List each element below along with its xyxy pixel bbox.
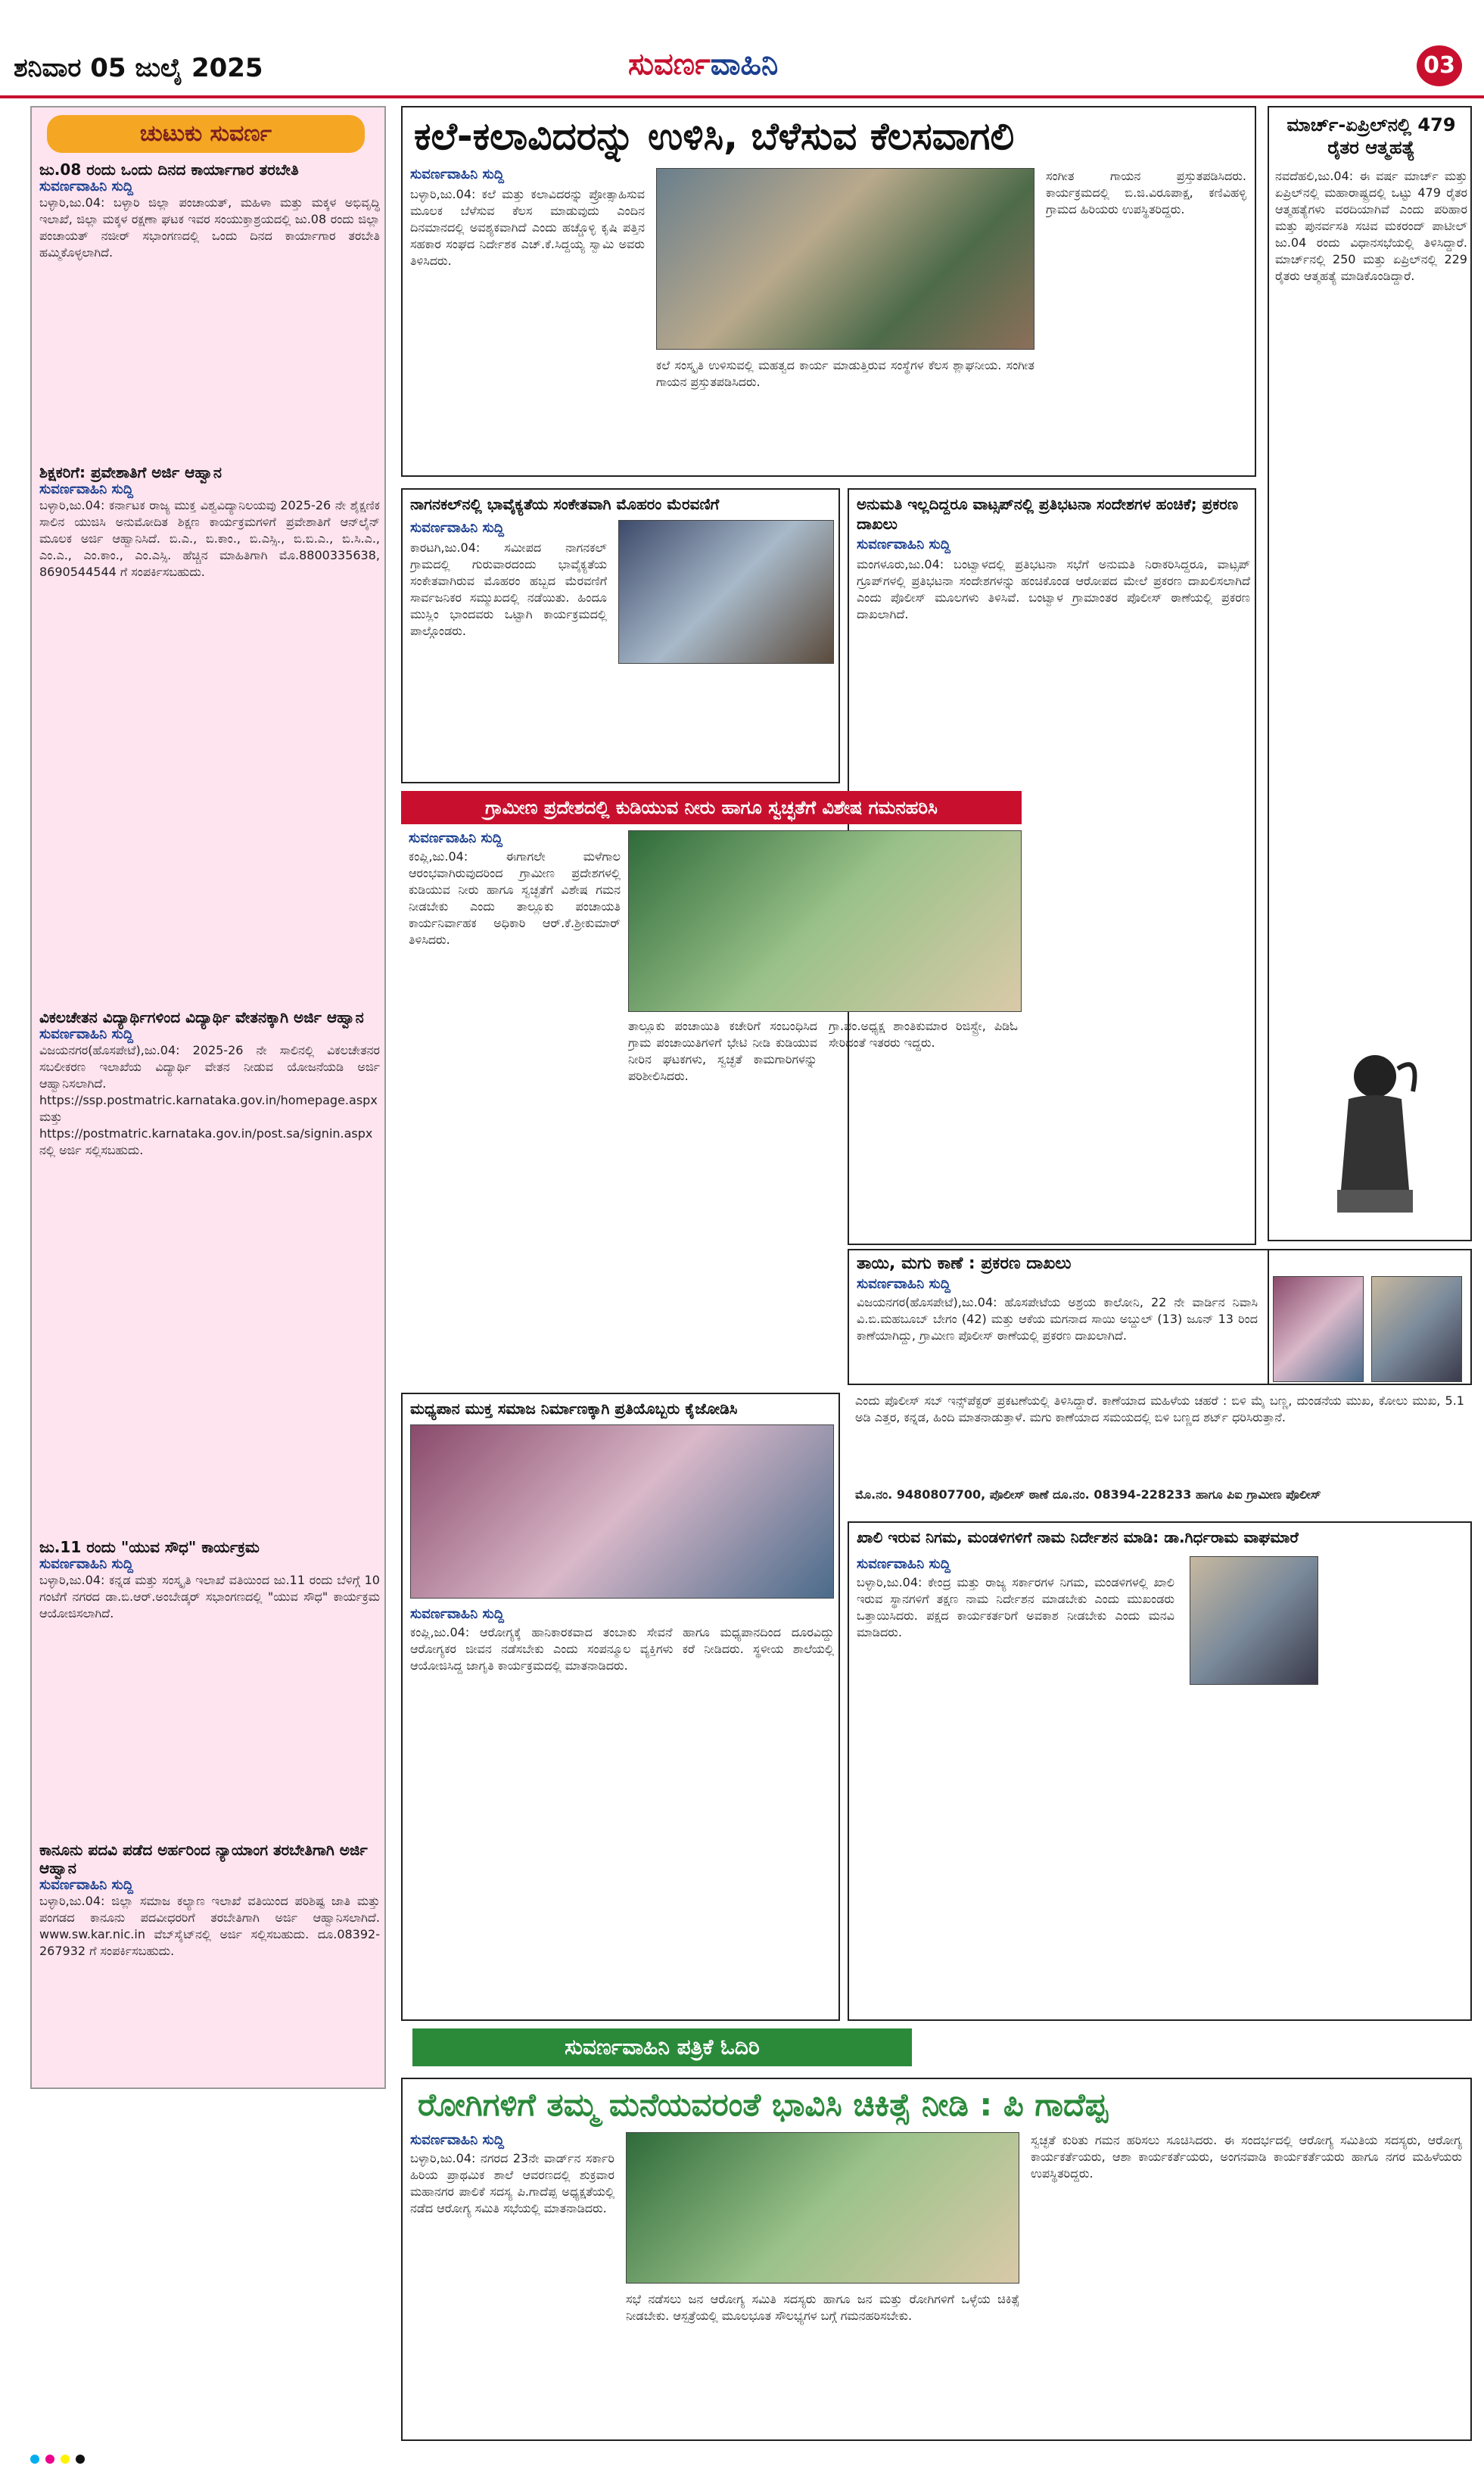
farmers-story [1268,106,1472,1241]
mother-story-main [848,1249,1472,1385]
header-rule [0,95,1484,98]
left-item-title: ವಿಕಲಚೇತನ ವಿದ್ಯಾರ್ಥಿಗಳಿಂದ ವಿದ್ಯಾರ್ಥಿ ವೇತನಕ್ಕಾಗಿ ಅರ್ಜಿ ಆಹ್ವಾನ [39,1008,364,1026]
bjp-byline: ಸುವರ್ಣವಾಹಿನಿ ಸುದ್ದಿ [857,1556,951,1572]
health-byline: ಸುವರ್ಣವಾಹಿನಿ ಸುದ್ದಿ [410,2132,505,2148]
water-body-2: ತಾಲ್ಲೂಕು ಪಂಚಾಯಿತಿ ಕಚೇರಿಗೆ ಸಂಬಂಧಿಸಿದ ಗ್ರಾಮ ಪಂಚಾಯಿತಿಗಳಿಗೆ ಭೇಟಿ ನೀಡಿ ಕುಡಿಯುವ ನೀರಿನ ಘಟಕಗಳು, ಸ್ವಚ್ಛತೆ ಕಾಮಗಾರಿಗಳನ್ನು ಪರಿಶೀಲಿಸಿದರು. [628,1019,817,1083]
mother-contact: ಮೊ.ನಂ. 9480807700, ಪೊಲೀಸ್ ಠಾಣೆ ದೂ.ನಂ. 08394-228233 ಹಾಗೂ ಪಿಐ ಗ್ರಾಮೀಣ ಪೊಲೀಸ್ [855,1487,1321,1502]
farmers-headline: ಮಾರ್ಚ್-ಏಪ್ರಿಲ್‌ನಲ್ಲಿ 479 ರೈತರ ಆತ್ಮಹತ್ಯೆ [1286,114,1456,158]
nagara-body: ಕಾರಟಗಿ,ಜು.04: ಸಮೀಪದ ನಾಗನಕಲ್ ಗ್ರಾಮದಲ್ಲಿ ಗುರುವಾರದಂದು ಭಾವೈಕ್ಯತೆಯ ಸಂಕೇತವಾಗಿರುವ ಮೊಹರಂ ಹಬ್ಬದ ಮೆರವಣಿಗೆ ಸಾರ್ವಜನಿಕರ ಸಮ್ಮುಖದಲ್ಲಿ ನಡೆಯಿತು. ಹಿಂದೂ ಮುಸ್ಲಿಂ ಭಾಂದವರು ಒಟ್ಟಾಗಿ ಕಾರ್ಯಕ್ರಮದಲ್ಲಿ ಪಾಲ್ಗೊಂಡರು. [410,540,607,638]
bjp-photo [1190,1556,1318,1685]
left-item-byline: ಸುವರ್ಣವಾಹಿನಿ ಸುದ್ದಿ [39,1556,134,1572]
whatsapp-byline: ಸುವರ್ಣವಾಹಿನಿ ಸುದ್ದಿ [857,537,951,553]
mother-photo [1273,1276,1364,1382]
mother-headline: ತಾಯಿ, ಮಗು ಕಾಣೆ : ಪ್ರಕರಣ ದಾಖಲು [857,1254,1072,1273]
left-item-title: ಶಿಕ್ಷಕರಿಗೆ: ಪ್ರವೇಶಾತಿಗೆ ಅರ್ಜಿ ಆಹ್ವಾನ [39,463,222,481]
left-item-body: ಬಳ್ಳಾರಿ,ಜು.04: ಜಿಲ್ಲಾ ಸಮಾಜ ಕಲ್ಯಾಣ ಇಲಾಖೆ ವತಿಯಿಂದ ಪರಿಶಿಷ್ಟ ಜಾತಿ ಮತ್ತು ಪಂಗಡದ ಕಾನೂನು ಪದವೀಧರರಿಗೆ ತರಬೇತಿಗಾಗಿ ಅರ್ಜಿ ಆಹ್ವಾನಿಸಲಾಗಿದೆ. www.sw.kar.nic.in ವೆಬ್‌ಸೈಟ್‌ನಲ್ಲಿ ಅರ್ಜಿ ಸಲ್ಲಿಸಬಹುದು. ದೂ.08392-267932 ಗೆ ಸಂಪರ್ಕಿಸಬಹುದು. [39,1894,380,1958]
cyan-dot [30,2455,39,2464]
left-item-body: ವಿಜಯನಗರ(ಹೊಸಪೇಟೆ),ಜು.04: 2025-26 ನೇ ಸಾಲಿನಲ್ಲಿ ವಿಕಲಚೇತನರ ಸಬಲೀಕರಣ ಇಲಾಖೆಯ ವಿದ್ಯಾರ್ಥಿ ವೇತನ ನೀಡುವ ಯೋಜನೆಯಡಿ ಅರ್ಜಿ ಆಹ್ವಾನಿಸಲಾಗಿದೆ. https://ssp.postmatric.karnataka.gov.in/homepage.aspx ಮತ್ತು https://postmatric.karnataka.gov.in/post.sa/signin.aspx ನಲ್ಲಿ ಅರ್ಜಿ ಸಲ್ಲಿಸಬಹುದು. [39,1043,380,1157]
health-body-2: ಸಭೆ ನಡೆಸಲು ಜನ ಆರೋಗ್ಯ ಸಮಿತಿ ಸದಸ್ಯರು ಹಾಗೂ ಜನ ಮತ್ತು ರೋಗಿಗಳಿಗೆ ಒಳ್ಳೆಯ ಚಿಕಿತ್ಸೆ ನೀಡಬೇಕು. ಆಸ್ಪತ್ರೆಯಲ್ಲಿ ಮೂಲಭೂತ ಸೌಲಭ್ಯಗಳ ಬಗ್ಗೆ ಗಮನಹರಿಸಬೇಕು. [626,2292,1019,2323]
left-item-1 [39,160,380,448]
promo-band: ಸುವರ್ಣವಾಹಿನಿ ಪತ್ರಿಕೆ ಓದಿರಿ [412,2028,912,2066]
whatsapp-body: ಮಂಗಳೂರು,ಜು.04: ಬಂಟ್ವಾಳದಲ್ಲಿ ಪ್ರತಿಭಟನಾ ಸಭೆಗೆ ಅನುಮತಿ ನಿರಾಕರಿಸಿದ್ದರೂ, ವಾಟ್ಸಪ್ ಗ್ರೂಪ್‌ಗಳಲ್ಲಿ ಪ್ರತಿಭಟನಾ ಸಂದೇಶಗಳನ್ನು ಹಂಚಿಕೊಂಡ ಆರೋಪದ ಮೇಲೆ ಪ್ರಕರಣ ದಾಖಲಿಸಲಾಗಿದೆ ಎಂದು ಪೊಲೀಸ್ ಮೂಲಗಳು ತಿಳಿಸಿವೆ. ಬಂಟ್ವಾಳ ಗ್ರಾಮಾಂತರ ಪೊಲೀಸ್ ಠಾಣೆಯಲ್ಲಿ ಪ್ರಕರಣ ದಾಖಲಾಗಿದೆ. [857,557,1250,621]
left-item-body: ಬಳ್ಳಾರಿ,ಜು.04: ಬಳ್ಳಾರಿ ಜಿಲ್ಲಾ ಪಂಚಾಯತ್, ಮಹಿಳಾ ಮತ್ತು ಮಕ್ಕಳ ಅಭಿವೃದ್ಧಿ ಇಲಾಖೆ, ಜಿಲ್ಲಾ ಮಕ್ಕಳ ರಕ್ಷಣಾ ಘಟಕ ಇವರ ಸಂಯುಕ್ತಾಶ್ರಯದಲ್ಲಿ ಜು.08 ರಂದು ಜಿಲ್ಲಾ ಪಂಚಾಯತ್ ನಜೀರ್ ಸಭಾಂಗಣದಲ್ಲಿ ಒಂದು ದಿನದ ಕಾರ್ಯಾಗಾರ ತರಬೇತಿ ಹಮ್ಮಿಕೊಳ್ಳಲಾಗಿದೆ. [39,195,380,260]
lead-body-2: ಕಲೆ ಸಂಸ್ಕೃತಿ ಉಳಿಸುವಲ್ಲಿ ಮಹತ್ವದ ಕಾರ್ಯ ಮಾಡುತ್ತಿರುವ ಸಂಸ್ಥೆಗಳ ಕೆಲಸ ಶ್ಲಾಘನೀಯ. ಸಂಗೀತ ಗಾಯನ ಪ್ರಸ್ತುತಪಡಿಸಿದರು. [656,358,1034,389]
left-item-title: ಕಾನೂನು ಪದವಿ ಪಡೆದ ಅರ್ಹರಿಂದ ನ್ಯಾಯಾಂಗ ತರಬೇತಿಗಾಗಿ ಅರ್ಜಿ ಆಹ್ವಾನ [39,1841,368,1877]
left-item-body: ಬಳ್ಳಾರಿ,ಜು.04: ಕರ್ನಾಟಕ ರಾಜ್ಯ ಮುಕ್ತ ವಿಶ್ವವಿದ್ಯಾನಿಲಯವು 2025-26 ನೇ ಶೈಕ್ಷಣಿಕ ಸಾಲಿನ ಯುಜಿಸಿ ಅನುಮೋದಿತ ಶಿಕ್ಷಣ ಕಾರ್ಯಕ್ರಮಗಳಿಗೆ ಪ್ರವೇಶಾತಿಗೆ ಆನ್‌ಲೈನ್ ಮೂಲಕ ಅರ್ಜಿ ಆಹ್ವಾನಿಸಿದೆ. ಬಿ.ಎ., ಬಿ.ಕಾಂ., ಬಿ.ಎಸ್ಸಿ., ಬಿ.ಬಿ.ಎ., ಬಿ.ಸಿ.ಎ., ಎಂ.ಎ., ಎಂ.ಕಾಂ., ಎಂ.ಎಸ್ಸಿ. ಹೆಚ್ಚಿನ ಮಾಹಿತಿಗಾಗಿ ಮೊ.8800335638, 8690544544 ಗೆ ಸಂಪರ್ಕಿಸಬಹುದು. [39,498,380,579]
drug-story [401,1393,840,2021]
bjp-headline: ಖಾಲಿ ಇರುವ ನಿಗಮ, ಮಂಡಳಿಗಳಿಗೆ ನಾಮ ನಿರ್ದೇಶನ ಮಾಡಿ: ಡಾ.ಗಿರ್ಧರಾಮ ವಾಘಮಾರೆ [857,1528,1299,1546]
lead-body-1: ಬಳ್ಳಾರಿ,ಜು.04: ಕಲೆ ಮತ್ತು ಕಲಾವಿದರನ್ನು ಪ್ರೋತ್ಸಾಹಿಸುವ ಮೂಲಕ ಬೆಳೆಸುವ ಕೆಲಸ ಮಾಡುವುದು ಎಂದಿನ ದಿನಮಾನದಲ್ಲಿ ಅವಶ್ಯಕವಾಗಿದೆ ಎಂದು ಹಚ್ಚೊಳ್ಳಿ ಕೃಷಿ ಪತ್ತಿನ ಸಹಕಾರ ಸಂಘದ ನಿರ್ದೇಶಕ ಎಚ್.ಕೆ.ಸಿದ್ದಯ್ಯ ಸ್ವಾಮಿ ಅವರು ತಿಳಿಸಿದರು. [410,187,645,268]
farmer-illustration [1322,1046,1428,1220]
left-item-title: ಜು.08 ರಂದು ಒಂದು ದಿನದ ಕಾರ್ಯಾಗಾರ ತರಬೇತಿ [39,160,299,179]
missing-continuation [848,1393,1472,1514]
footer-color-dots [0,2452,1484,2467]
mother-body: ವಿಜಯನಗರ(ಹೊಸಪೇಟೆ),ಜು.04: ಹೊಸಪೇಟೆಯ ಅಶ್ರಯ ಕಾಲೋನಿ, 22 ನೇ ವಾರ್ಡಿನ ನಿವಾಸಿ ವಿ.ಬಿ.ಮಹಬೂಬ್ ಬೇಗಂ (42) ಮತ್ತು ಆಕೆಯ ಮಗನಾದ ಸಾಯಿ ಅಬ್ದುಲ್ (13) ಜೂನ್ 13 ರಿಂದ ಕಾಣೆಯಾಗಿದ್ದು, ಗ್ರಾಮೀಣ ಪೊಲೀಸ್ ಠಾಣೆಯಲ್ಲಿ ಪ್ರಕರಣ ದಾಖಲಾಗಿದೆ. [857,1295,1258,1343]
left-column [30,106,386,2089]
water-band: ಗ್ರಾಮೀಣ ಪ್ರದೇಶದಲ್ಲಿ ಕುಡಿಯುವ ನೀರು ಹಾಗೂ ಸ್ವಚ್ಛತೆಗೆ ವಿಶೇಷ ಗಮನಹರಿಸಿ [401,791,1022,824]
nagara-photo [618,520,834,664]
nagara-story [401,488,840,783]
magenta-dot [45,2455,54,2464]
farmer-illustration-icon [1322,1046,1428,1220]
left-item-body: ಬಳ್ಳಾರಿ,ಜು.04: ಕನ್ನಡ ಮತ್ತು ಸಂಸ್ಕೃತಿ ಇಲಾಖೆ ವತಿಯಿಂದ ಜು.11 ರಂದು ಬೆಳಿಗ್ಗೆ 10 ಗಂಟೆಗೆ ನಗರದ ಡಾ.ಬಿ.ಆರ್.ಅಂಬೇಡ್ಕರ್ ಸಭಾಂಗಣದಲ್ಲಿ "ಯುವ ಸೌಧ" ಕಾರ್ಯಕ್ರಮ ಆಯೋಜಿಸಲಾಗಿದೆ. [39,1573,380,1620]
nagara-byline: ಸುವರ್ಣವಾಹಿನಿ ಸುದ್ದಿ [410,520,505,536]
drug-photo [410,1424,834,1599]
logo-part-1: ಸುವರ್ಣ [628,47,711,82]
header-date: ಶನಿವಾರ 05 ಜುಲೈ 2025 [14,53,263,83]
water-photo [628,830,1022,1012]
health-body-3: ಸ್ವಚ್ಛತೆ ಕುರಿತು ಗಮನ ಹರಿಸಲು ಸೂಚಿಸಿದರು. ಈ ಸಂದರ್ಭದಲ್ಲಿ ಆರೋಗ್ಯ ಸಮಿತಿಯ ಸದಸ್ಯರು, ಆರೋಗ್ಯ ಕಾರ್ಯಕರ್ತೆಯರು, ಆಶಾ ಕಾರ್ಯಕರ್ತೆಯರು, ಅಂಗನವಾಡಿ ಕಾರ್ಯಕರ್ತೆಯರು ಹಾಗೂ ನಗರ ಮಹಿಳೆಯರು ಉಪಸ್ಥಿತರಿದ್ದರು. [1031,2133,1462,2181]
lead-story [401,106,1256,477]
left-item-title: ಜು.11 ರಂದು "ಯುವ ಸೌಧ" ಕಾರ್ಯಕ್ರಮ [39,1538,260,1556]
drug-headline: ಮಧ್ಯಪಾನ ಮುಕ್ತ ಸಮಾಜ ನಿರ್ಮಾಣಕ್ಕಾಗಿ ಪ್ರತಿಯೊಬ್ಬರು ಕೈಜೋಡಿಸಿ [410,1399,738,1418]
lead-body-3: ಸಂಗೀತ ಗಾಯನ ಪ್ರಸ್ತುತಪಡಿಸಿದರು. ಕಾರ್ಯಕ್ರಮದಲ್ಲಿ ಬಿ.ಜಿ.ವಿರೂಪಾಕ್ಷ, ಕಣಿವಿಹಳ್ಳಿ ಗ್ರಾಮದ ಹಿರಿಯರು ಉಪಸ್ಥಿತರಿದ್ದರು. [1046,169,1246,216]
chutuku-badge: ಚುಟುಕು ಸುವರ್ಣ [47,115,365,153]
drug-body: ಕಂಪ್ಲಿ,ಜು.04: ಆರೋಗ್ಯಕ್ಕೆ ಹಾನಿಕಾರಕವಾದ ತಂಬಾಕು ಸೇವನೆ ಹಾಗೂ ಮಧ್ಯಪಾನದಿಂದ ದೂರವಿದ್ದು ಆರೋಗ್ಯಕರ ಜೀವನ ನಡೆಸಬೇಕು ಎಂದು ಸಂಪನ್ಮೂಲ ವ್ಯಕ್ತಿಗಳು ಕರೆ ನೀಡಿದರು. ಸ್ಥಳೀಯ ಶಾಲೆಯಲ್ಲಿ ಆಯೋಜಿಸಿದ್ದ ಜಾಗೃತಿ ಕಾರ್ಯಕ್ರಮದಲ್ಲಿ ಮಾತನಾಡಿದರು. [410,1625,834,1673]
black-dot [76,2455,85,2464]
drug-byline: ಸುವರ್ಣವಾಹಿನಿ ಸುದ್ದಿ [410,1606,505,1622]
mother-byline: ಸುವರ್ಣವಾಹಿನಿ ಸುದ್ದಿ [857,1276,951,1292]
left-item-2 [39,463,380,993]
health-photo [626,2132,1019,2284]
farmers-body: ನವದೆಹಲಿ,ಜು.04: ಈ ವರ್ಷ ಮಾರ್ಚ್ ಮತ್ತು ಏಪ್ರಿಲ್‌ನಲ್ಲಿ ಮಹಾರಾಷ್ಟ್ರದಲ್ಲಿ ಒಟ್ಟು 479 ರೈತರ ಆತ್ಮಹತ್ಯೆಗಳು ವರದಿಯಾಗಿವೆ ಎಂದು ಪರಿಹಾರ ಮತ್ತು ಪುನರ್ವಸತಿ ಸಚಿವ ಮಕರಂದ್ ಪಾಟೀಲ್ ಜು.04 ರಂದು ವಿಧಾನಸಭೆಯಲ್ಲಿ ತಿಳಿಸಿದ್ದಾರೆ. ಮಾರ್ಚ್‌ನಲ್ಲಿ 250 ಮತ್ತು ಏಪ್ರಿಲ್‌ನಲ್ಲಿ 229 ರೈತರು ಆತ್ಮಹತ್ಯೆ ಮಾಡಿಕೊಂಡಿದ್ದಾರೆ. [1275,169,1467,283]
missing-body: ಎಂದು ಪೊಲೀಸ್ ಸಬ್ ಇನ್ಸ್‌ಪೆಕ್ಟರ್ ಪ್ರಕಟಣೆಯಲ್ಲಿ ತಿಳಿಸಿದ್ದಾರೆ. ಕಾಣೆಯಾದ ಮಹಿಳೆಯ ಚಹರೆ : ಬಿಳಿ ಮೈ ಬಣ್ಣ, ದುಂಡನೆಯ ಮುಖ, ಕೋಲು ಮುಖ, 5.1 ಅಡಿ ಎತ್ತರ, ಕನ್ನಡ, ಹಿಂದಿ ಮಾತನಾಡುತ್ತಾಳೆ. ಮಗು ಕಾಣೆಯಾದ ಸಮಯದಲ್ಲಿ ಬಿಳಿ ಬಣ್ಣದ ಶರ್ಟ್ ಧರಿಸಿರುತ್ತಾನೆ. [855,1393,1464,1424]
yellow-dot [61,2455,70,2464]
left-item-4 [39,1538,380,1826]
masthead-logo [628,47,778,82]
left-item-5 [39,1841,380,2083]
page-number: 03 [1417,45,1462,86]
health-story [401,2078,1472,2441]
water-byline: ಸುವರ್ಣವಾಹಿನಿ ಸುದ್ದಿ [409,830,503,846]
whatsapp-headline: ಅನುಮತಿ ಇಲ್ಲದಿದ್ದರೂ ವಾಟ್ಸಪ್‌ನಲ್ಲಿ ಪ್ರತಿಭಟನಾ ಸಂದೇಶಗಳ ಹಂಚಿಕೆ; ಪ್ರಕರಣ ದಾಖಲು [857,495,1239,533]
left-item-byline: ಸುವರ್ಣವಾಹಿನಿ ಸುದ್ದಿ [39,481,134,497]
lead-headline: ಕಲೆ-ಕಲಾವಿದರನ್ನು ಉಳಿಸಿ, ಬೆಳೆಸುವ ಕೆಲಸವಾಗಲಿ [414,114,1015,158]
lead-byline: ಸುವರ್ಣವಾಹಿನಿ ಸುದ್ದಿ [410,167,505,182]
bjp-story [848,1521,1472,2021]
water-body-1: ಕಂಪ್ಲಿ,ಜು.04: ಈಗಾಗಲೇ ಮಳೆಗಾಲ ಆರಂಭವಾಗಿರುವುದರಿಂದ ಗ್ರಾಮೀಣ ಪ್ರದೇಶಗಳಲ್ಲಿ ಕುಡಿಯುವ ನೀರು ಹಾಗೂ ಸ್ವಚ್ಛತೆಗೆ ವಿಶೇಷ ಗಮನ ನೀಡಬೇಕು ಎಂದು ತಾಲ್ಲೂಕು ಪಂಚಾಯತಿ ಕಾರ್ಯನಿರ್ವಾಹಕ ಅಧಿಕಾರಿ ಆರ್.ಕೆ.ಶ್ರೀಕುಮಾರ್ ತಿಳಿಸಿದರು. [409,849,621,947]
bjp-body: ಬಳ್ಳಾರಿ,ಜು.04: ಕೇಂದ್ರ ಮತ್ತು ರಾಜ್ಯ ಸರ್ಕಾರಗಳ ನಿಗಮ, ಮಂಡಳಿಗಳಲ್ಲಿ ಖಾಲಿ ಇರುವ ಸ್ಥಾನಗಳಿಗೆ ತಕ್ಷಣ ನಾಮ ನಿರ್ದೇಶನ ಮಾಡಬೇಕು ಎಂದು ಮುಖಂಡರು ಒತ್ತಾಯಿಸಿದರು. ಪಕ್ಷದ ಕಾರ್ಯಕರ್ತರಿಗೆ ಅವಕಾಶ ನೀಡಬೇಕು ಎಂದು ಮನವಿ ಮಾಡಿದರು. [857,1575,1174,1639]
left-item-byline: ಸುವರ್ಣವಾಹಿನಿ ಸುದ್ದಿ [39,179,134,195]
left-item-byline: ಸುವರ್ಣವಾಹಿನಿ ಸುದ್ದಿ [39,1877,134,1893]
health-body-1: ಬಳ್ಳಾರಿ,ಜು.04: ನಗರದ 23ನೇ ವಾರ್ಡ್‌ನ ಸರ್ಕಾರಿ ಹಿರಿಯ ಪ್ರಾಥಮಿಕ ಶಾಲೆ ಆವರಣದಲ್ಲಿ ಶುಕ್ರವಾರ ಮಹಾನಗರ ಪಾಲಿಕೆ ಸದಸ್ಯ ಪಿ.ಗಾದೆಪ್ಪ ಅಧ್ಯಕ್ಷತೆಯಲ್ಲಿ ನಡೆದ ಆರೋಗ್ಯ ಸಮಿತಿ ಸಭೆಯಲ್ಲಿ ಮಾತನಾಡಿದರು. [410,2151,614,2215]
left-item-3 [39,1008,380,1523]
nagara-headline: ನಾಗನಕಲ್‌ನಲ್ಲಿ ಭಾವೈಕ್ಯತೆಯ ಸಂಕೇತವಾಗಿ ಮೊಹರಂ ಮೆರವಣಿಗೆ [410,495,720,513]
health-headline: ರೋಗಿಗಳಿಗೆ ತಮ್ಮ ಮನೆಯವರಂತೆ ಭಾವಿಸಿ ಚಿಕಿತ್ಸೆ ನೀಡಿ : ಪಿ ಗಾದೆಪ್ಪ [418,2086,1108,2123]
left-item-byline: ಸುವರ್ಣವಾಹಿನಿ ಸುದ್ದಿ [39,1026,134,1042]
logo-part-2: ವಾಹಿನಿ [710,47,779,82]
child-photo [1371,1276,1462,1382]
lead-photo [656,168,1034,350]
water-body-3: ಗ್ರಾ.ಪಂ.ಅಧ್ಯಕ್ಷ ಶಾಂತಿಕುಮಾರ ರಿಜಿಸ್ಟ್ರೇ, ಪಿಡಿಓ ಸೇರಿದಂತೆ ಇತರರು ಇದ್ದರು. [829,1019,1018,1050]
